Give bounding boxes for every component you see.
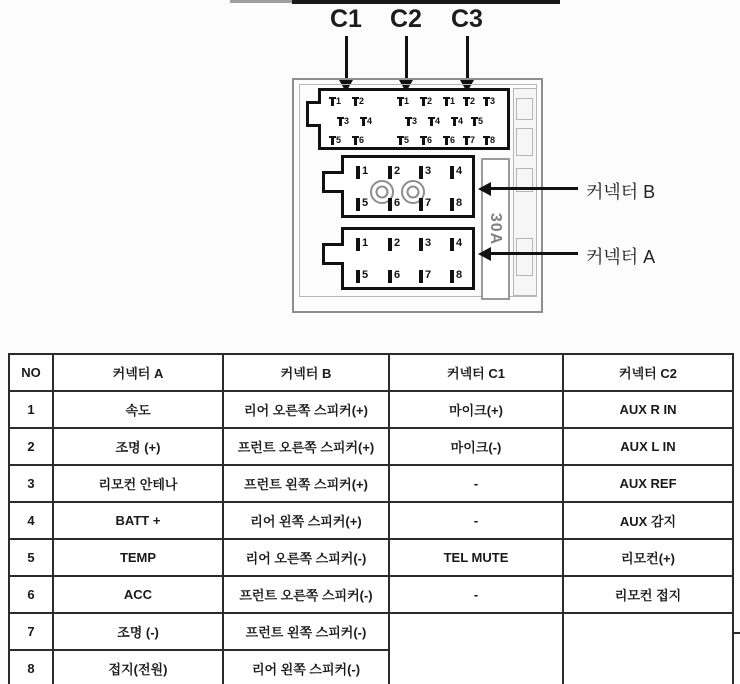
connector-a-cell: 리모컨 안테나: [53, 465, 223, 502]
fuse-label: 30A: [487, 212, 505, 246]
tab-patch: [341, 246, 345, 262]
pin-1: 1: [356, 238, 368, 251]
housing-bracket-detail: [516, 128, 533, 156]
row-number-cell: 5: [9, 539, 53, 576]
connector-b-cell: 프런트 오른쪽 스피커(+): [223, 428, 389, 465]
pin-4: 4: [450, 166, 462, 179]
row-number-cell: 4: [9, 502, 53, 539]
pinout-table: [8, 353, 734, 684]
connector-c1-cell: 마이크(-): [389, 428, 563, 465]
connector-b-cell: 리어 오른쪽 스피커(-): [223, 539, 389, 576]
pin-4: 4: [362, 117, 372, 126]
pin-5: 5: [356, 198, 368, 211]
connector-a-cell: TEMP: [53, 539, 223, 576]
pin-7: 7: [419, 270, 431, 283]
pin-5: 5: [399, 136, 409, 145]
connector-c1-cell: [389, 613, 563, 684]
row-number-cell: 8: [9, 650, 53, 684]
housing-bracket-detail: [516, 98, 533, 120]
connector-a-cell: ACC: [53, 576, 223, 613]
connector-b-cell: 프런트 왼쪽 스피커(+): [223, 465, 389, 502]
fuse-30a: [481, 158, 510, 300]
pin-6: 6: [422, 136, 432, 145]
connector-b-cell: 리어 왼쪽 스피커(+): [223, 502, 389, 539]
tab-patch: [341, 174, 345, 190]
connector-a-cell: 접지(전원): [53, 650, 223, 684]
table-row: [9, 502, 733, 539]
connector-c2-cell: AUX L IN: [563, 428, 733, 465]
cutoff-column-stub: [732, 632, 740, 634]
pin-3: 3: [419, 238, 431, 251]
connector-c2-cell: AUX REF: [563, 465, 733, 502]
pin-4: 4: [450, 238, 462, 251]
pin-8: 8: [485, 136, 495, 145]
connector-c2-cell: 리모컨 접지: [563, 576, 733, 613]
connector-c1-cell: -: [389, 576, 563, 613]
main-connector-block: [318, 88, 510, 150]
connector-c2-cell: AUX R IN: [563, 391, 733, 428]
c1-label: C1: [330, 5, 362, 33]
connector-a-cell: 속도: [53, 391, 223, 428]
top-cutoff-bar-left: [230, 0, 292, 3]
column-header-0: NO: [9, 354, 53, 391]
c3-arrow-line: [466, 36, 469, 82]
pin-8: 8: [450, 270, 462, 283]
c2-label: C2: [390, 5, 422, 33]
pin-2: 2: [388, 238, 400, 251]
connector-b-cell: 프런트 왼쪽 스피커(-): [223, 613, 389, 650]
connector-c1-cell: -: [389, 502, 563, 539]
pin-2: 2: [388, 166, 400, 179]
connector-c1-cell: TEL MUTE: [389, 539, 563, 576]
pin-3: 3: [419, 166, 431, 179]
c1-arrow-line: [345, 36, 348, 82]
row-number-cell: 2: [9, 428, 53, 465]
pin-3: 3: [339, 117, 349, 126]
row-number-cell: 3: [9, 465, 53, 502]
pin-3: 3: [485, 97, 495, 106]
column-header-2: 커넥터 B: [223, 354, 389, 391]
notch-patch: [318, 104, 322, 124]
housing-bracket-detail: [516, 238, 533, 276]
header-row: [9, 354, 733, 391]
column-header-4: 커넥터 C2: [563, 354, 733, 391]
pin-6: 6: [354, 136, 364, 145]
table-row: [9, 613, 733, 650]
connector-a-callout-line: [490, 252, 578, 255]
pin-1: 1: [331, 97, 341, 106]
pin-3: 3: [407, 117, 417, 126]
pin-7: 7: [419, 198, 431, 211]
pin-6: 6: [445, 136, 455, 145]
connector-b-callout-label: 커넥터 B: [586, 182, 656, 202]
pin-5: 5: [356, 270, 368, 283]
table-row: [9, 428, 733, 465]
connector-b-cell: 리어 왼쪽 스피커(-): [223, 650, 389, 684]
connector-b-cell: 프런트 오른쪽 스피커(-): [223, 576, 389, 613]
connector-c2-cell: AUX 감지: [563, 502, 733, 539]
connector-c1-cell: -: [389, 465, 563, 502]
table-row: [9, 391, 733, 428]
pin-5: 5: [473, 117, 483, 126]
connector-c2-cell: [563, 613, 733, 684]
row-number-cell: 1: [9, 391, 53, 428]
connector-a-callout-label: 커넥터 A: [586, 247, 656, 267]
table-row: [9, 539, 733, 576]
table-row: [9, 465, 733, 502]
top-cutoff-bar-right: [292, 0, 560, 4]
pin-4: 4: [430, 117, 440, 126]
column-header-3: 커넥터 C1: [389, 354, 563, 391]
connector-a-cell: 조명 (+): [53, 428, 223, 465]
pin-1: 1: [399, 97, 409, 106]
pin-5: 5: [331, 136, 341, 145]
table-row: [9, 576, 733, 613]
row-number-cell: 6: [9, 576, 53, 613]
pin-4: 4: [453, 117, 463, 126]
pin-2: 2: [354, 97, 364, 106]
connector-b-block: [341, 155, 475, 218]
pinout-table-body: [9, 391, 733, 684]
pin-1: 1: [445, 97, 455, 106]
connector-a-block: [341, 227, 475, 290]
connector-b-callout-line: [490, 187, 578, 190]
pinout-table-head: [9, 354, 733, 391]
connector-c1-cell: 마이크(+): [389, 391, 563, 428]
pin-7: 7: [465, 136, 475, 145]
pin-8: 8: [450, 198, 462, 211]
connector-a-cell: BATT +: [53, 502, 223, 539]
connector-c2-cell: 리모컨(+): [563, 539, 733, 576]
row-number-cell: 7: [9, 613, 53, 650]
connector-b-cell: 리어 오른쪽 스피커(+): [223, 391, 389, 428]
pin-6: 6: [388, 198, 400, 211]
pin-6: 6: [388, 270, 400, 283]
column-header-1: 커넥터 A: [53, 354, 223, 391]
pin-1: 1: [356, 166, 368, 179]
pin-2: 2: [422, 97, 432, 106]
connector-a-cell: 조명 (-): [53, 613, 223, 650]
pin-2: 2: [465, 97, 475, 106]
c3-label: C3: [451, 5, 483, 33]
c2-arrow-line: [405, 36, 408, 82]
